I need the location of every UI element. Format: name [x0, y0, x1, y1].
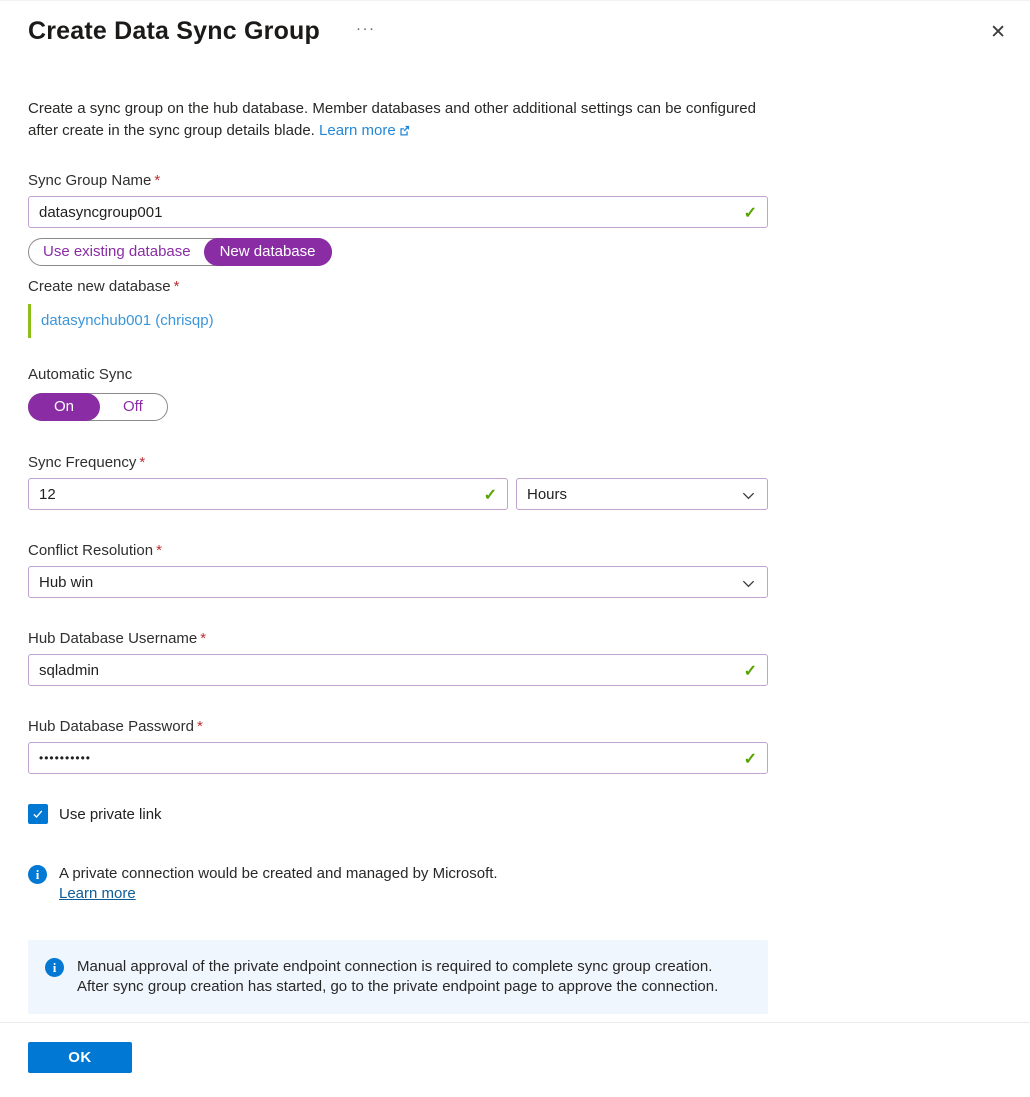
private-connection-note — [28, 864, 768, 904]
label-text: Hub Database Password — [28, 718, 194, 735]
automatic-sync-on-option[interactable]: On — [28, 393, 100, 421]
hub-database-username-input[interactable] — [28, 654, 768, 686]
use-private-link-row[interactable] — [28, 804, 796, 824]
intro-description: Create a sync group on the hub database. Member databases and other additional settings can be configured after create in the sync group details blade. — [28, 100, 756, 139]
hub-database-username-field — [28, 654, 768, 686]
conflict-resolution-select[interactable] — [28, 566, 768, 598]
sync-group-name-field — [28, 196, 768, 228]
automatic-sync-toggle[interactable] — [28, 393, 168, 421]
automatic-sync-off-option[interactable]: Off — [123, 398, 143, 415]
label-text: Create new database — [28, 278, 171, 295]
label-text: Sync Group Name — [28, 172, 152, 189]
label-text: Conflict Resolution — [28, 542, 154, 559]
private-connection-text — [59, 864, 498, 904]
valid-check-icon: ✓ — [743, 663, 757, 680]
automatic-sync-group — [28, 366, 796, 421]
new-database-option[interactable]: New database — [204, 238, 332, 266]
hub-database-password-input[interactable] — [28, 742, 768, 774]
sync-frequency-input[interactable] — [28, 478, 508, 510]
manual-approval-banner — [28, 940, 768, 1014]
valid-check-icon: ✓ — [743, 751, 757, 768]
sync-frequency-unit-select[interactable] — [516, 478, 768, 510]
automatic-sync-label: Automatic Sync — [28, 366, 133, 383]
blade-header — [0, 1, 1030, 48]
chevron-down-icon — [741, 488, 756, 503]
use-private-link-label: Use private link — [59, 805, 162, 823]
conflict-resolution-group — [28, 542, 796, 598]
hub-database-username-group — [28, 630, 796, 686]
sync-frequency-group — [28, 454, 796, 510]
manual-approval-text: Manual approval of the private endpoint connection is required to complete sync group creation. After sync group creation has started, go to the private endpoint page to approve the connection. — [77, 958, 719, 995]
required-marker: * — [154, 172, 161, 189]
checkbox-check-icon — [32, 808, 44, 820]
info-icon: i — [28, 865, 47, 884]
unit-selected-value: Hours — [527, 485, 568, 503]
info-icon: i — [45, 958, 64, 977]
conflict-resolution-selected-value: Hub win — [39, 573, 94, 591]
blade-footer — [0, 1022, 1030, 1097]
hub-database-username-label — [28, 630, 796, 647]
sync-group-name-group — [28, 172, 796, 228]
create-new-database-label — [28, 278, 796, 295]
create-new-database-group — [28, 278, 796, 338]
new-database-picker — [28, 304, 768, 338]
required-marker: * — [196, 718, 203, 735]
hub-database-password-field — [28, 742, 768, 774]
chevron-down-icon — [741, 576, 756, 591]
conflict-resolution-label — [28, 542, 796, 559]
valid-check-icon: ✓ — [483, 487, 497, 504]
label-text: Sync Frequency — [28, 454, 137, 471]
valid-check-icon: ✓ — [743, 205, 757, 222]
database-mode-toggle[interactable] — [28, 238, 332, 266]
learn-more-label: Learn more — [319, 122, 396, 139]
close-icon[interactable]: ✕ — [990, 22, 1006, 43]
required-marker: * — [200, 630, 207, 647]
blade-content — [0, 98, 796, 1014]
label-text: Hub Database Username — [28, 630, 198, 647]
more-menu-icon[interactable]: ··· — [356, 20, 376, 37]
intro-text — [28, 98, 768, 142]
new-database-link[interactable]: datasynchub001 (chrisqp) — [41, 312, 214, 329]
required-marker: * — [139, 454, 146, 471]
sync-group-name-label — [28, 172, 796, 189]
external-link-icon — [399, 125, 410, 136]
sync-frequency-row — [28, 478, 768, 510]
use-existing-database-option[interactable]: Use existing database — [43, 243, 191, 260]
required-marker: * — [173, 278, 180, 295]
sync-group-name-input[interactable] — [28, 196, 768, 228]
private-connection-learn-more-link[interactable]: Learn more — [59, 885, 136, 902]
sync-frequency-field — [28, 478, 508, 510]
note-text-line: A private connection would be created and managed by Microsoft. — [59, 865, 498, 882]
required-marker: * — [156, 542, 162, 559]
page-title: Create Data Sync Group — [28, 17, 320, 45]
hub-database-password-group — [28, 718, 796, 774]
sync-frequency-label — [28, 454, 796, 471]
use-private-link-checkbox[interactable] — [28, 804, 48, 824]
ok-button[interactable]: OK — [28, 1042, 132, 1073]
hub-database-password-label — [28, 718, 796, 735]
intro-learn-more-link[interactable] — [319, 122, 410, 139]
